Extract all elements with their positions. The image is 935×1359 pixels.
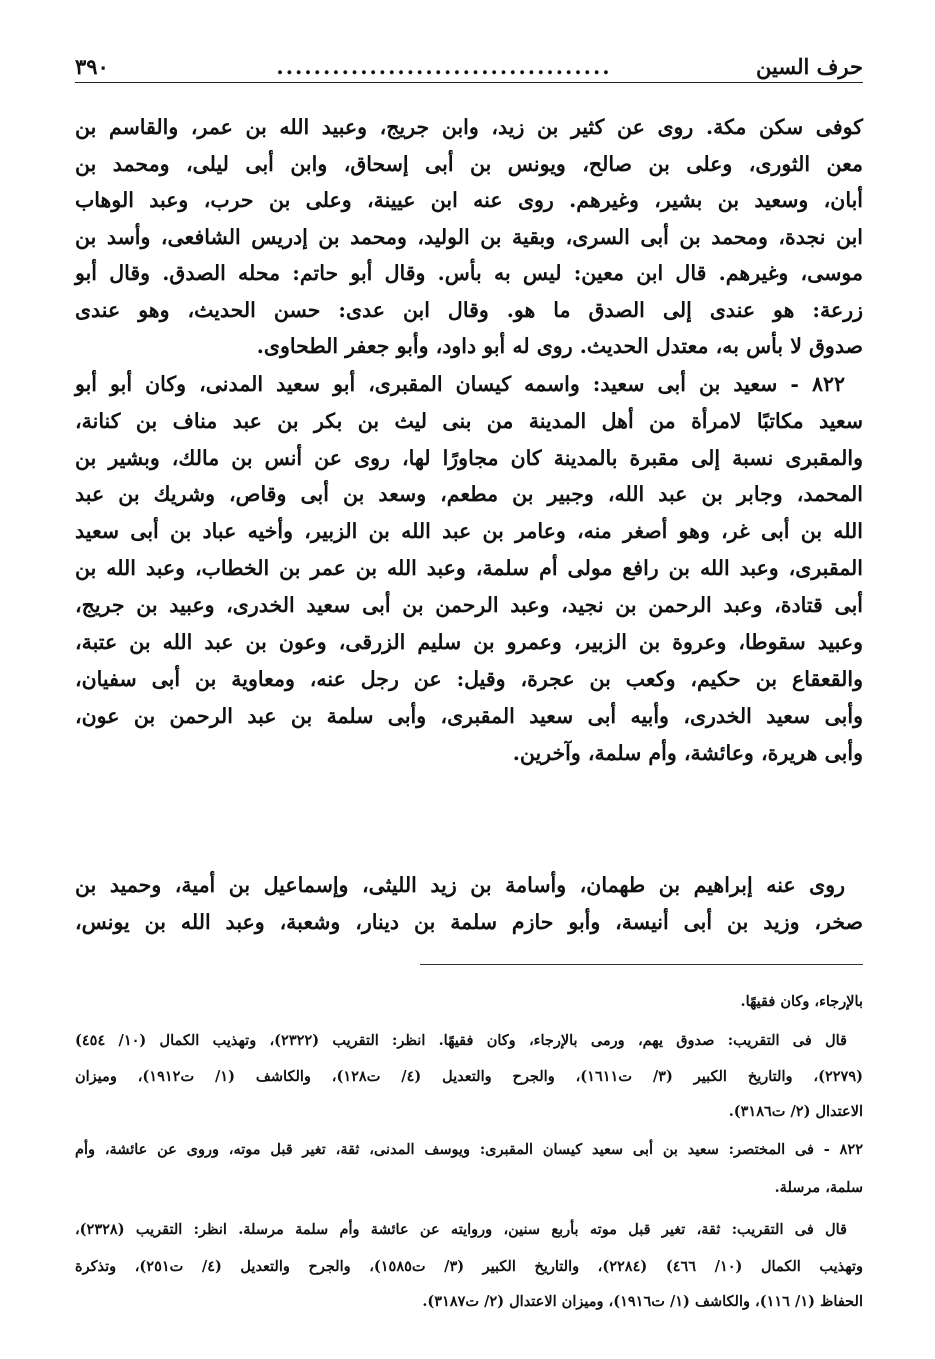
- page-number: ٣٩٠: [75, 54, 109, 79]
- body-line: وأبى هريرة، وعائشة، وأم سلمة، وآخرين.: [512, 741, 863, 765]
- footnote-line: سلمة، مرسلة.: [774, 1179, 863, 1196]
- footnote-line: قال فى التقريب: ثقة، تغير قبل موته بأربع سنين، وروايته عن عائشة وأم سلمة مرسلة. انظر: التقريب (٢٣٢٨)،: [75, 1221, 847, 1238]
- body-line: موسى، وغيرهم. قال ابن معين: ليس به بأس. وقال أبو حاتم: محله الصدق. وقال أبو: [75, 261, 863, 285]
- body-line: المقبرى، وعبد الله بن رافع مولى أم سلمة، وعبد الله بن عمر بن الخطاب، وعبد الله بن: [75, 556, 863, 580]
- footnote-line: وتهذيب الكمال (١٠/ ٤٦٦) (٢٢٨٤)، والتاريخ الكبير (٣/ ت١٥٨٥)، والجرح والتعديل (٤/ ت٢٥١)، وتذكرة: [75, 1258, 863, 1275]
- body-line: المحمد، وجابر بن عبد الله، وجبير بن مطعم، وسعد بن أبى وقاص، وشريك بن عبد: [75, 482, 863, 506]
- body-line: كوفى سكن مكة. روى عن كثير بن زيد، وابن جريج، وعبيد الله بن عمر، والقاسم بن: [75, 115, 863, 139]
- body-line: معن الثورى، وعلى بن صالح، ويونس بن أبى إسحاق، وابن أبى ليلى، ومحمد بن: [75, 152, 863, 176]
- body-line: سعيد مكاتبًا لامرأة من أهل المدينة من بنى ليث بن بكر بن عبد مناف بن كنانة،: [75, 409, 863, 433]
- chapter-title: حرف السين: [756, 54, 863, 79]
- header-leader-dots: ....................................: [276, 54, 612, 79]
- footnote-line: الاعتدال (٢/ ت٣١٨٦).: [728, 1103, 863, 1120]
- body-line: صدوق لا بأس به، معتدل الحديث. روى له أبو داود، وأبو جعفر الطحاوى.: [256, 334, 863, 358]
- body-line: والمقبرى نسبة إلى مقبرة بالمدينة كان مجاورًا لها، روى عن أنس بن مالك، وبشير بن: [75, 446, 863, 470]
- body-line: ابن نجدة، ومحمد بن أبى السرى، وبقية بن الوليد، ومحمد بن إدريس الشافعى، وأسد بن: [75, 225, 863, 249]
- body-line: وعبيد سقوطا، وعروة بن الزبير، وعمرو بن سليم الزرقى، وعون بن عبد الله بن عتبة،: [75, 630, 863, 654]
- body-line: أبان، وسعيد بن بشير، وغيرهم. روى عنه ابن عيينة، وعلى بن حرب، وعبد الوهاب: [75, 188, 863, 212]
- footnote-line: بالإرجاء، وكان فقيهًا.: [740, 993, 863, 1010]
- body-line: وأبى سعيد الخدرى، وأبيه أبى سعيد المقبرى، وأبى سلمة بن عبد الرحمن بن عون،: [75, 704, 863, 728]
- body-line: الله بن أبى غر، وهو أصغر منه، وعامر بن عبد الله بن الزبير، وأخيه عباد بن أبى سعيد: [75, 519, 863, 543]
- footnote-line: (٢٢٧٩)، والتاريخ الكبير (٣/ ت١٦١١)، والجرح والتعديل (٤/ ت١٢٨)، والكاشف (١/ ت١٩١٢)، وميزان: [75, 1068, 863, 1085]
- body-line: أبى قتادة، وعبد الرحمن بن نجيد، وعبد الرحمن بن أبى سعيد الخدرى، وعبيد بن جريج،: [75, 593, 863, 617]
- running-header: [75, 52, 863, 83]
- footnote-line: قال فى التقريب: صدوق يهم، ورمى بالإرجاء، وكان فقيهًا. انظر: التقريب (٢٣٢٢)، وتهذيب الكمال (١٠/ ٤٥٤): [75, 1032, 847, 1049]
- footnote-line: الحفاظ (١/ ١١٦)، والكاشف (١/ ت١٩١٦)، وميزان الاعتدال (٢/ ت٣١٨٧).: [422, 1293, 863, 1310]
- body-line: صخر، وزيد بن أبى أنيسة، وأبو حازم سلمة بن دينار، وشعبة، وعبد الله بن يونس،: [75, 910, 863, 934]
- entry-822-heading-line: ٨٢٢ - سعيد بن أبى سعيد: واسمه كيسان المقبرى، أبو سعيد المدنى، وكان أبو أبو: [75, 372, 845, 396]
- body-line: زرعة: هو عندى إلى الصدق ما هو. وقال ابن عدى: حسن الحديث، وهو عندى: [75, 298, 863, 322]
- body-line: روى عنه إبراهيم بن طهمان، وأسامة بن زيد الليثى، وإسماعيل بن أمية، وحميد بن: [75, 873, 845, 897]
- body-line: والقعقاع بن حكيم، وكعب بن عجرة، وقيل: عن رجل عنه، ومعاوية بن أبى سفيان،: [75, 667, 863, 691]
- footnote-line: ٨٢٢ - فى المختصر: سعيد بن أبى سعيد كيسان المقبرى: ويوسف المدنى، ثقة، تغير قبل موته، وروى عن عائشة، وأم: [75, 1141, 863, 1158]
- footnote-separator: [420, 964, 863, 965]
